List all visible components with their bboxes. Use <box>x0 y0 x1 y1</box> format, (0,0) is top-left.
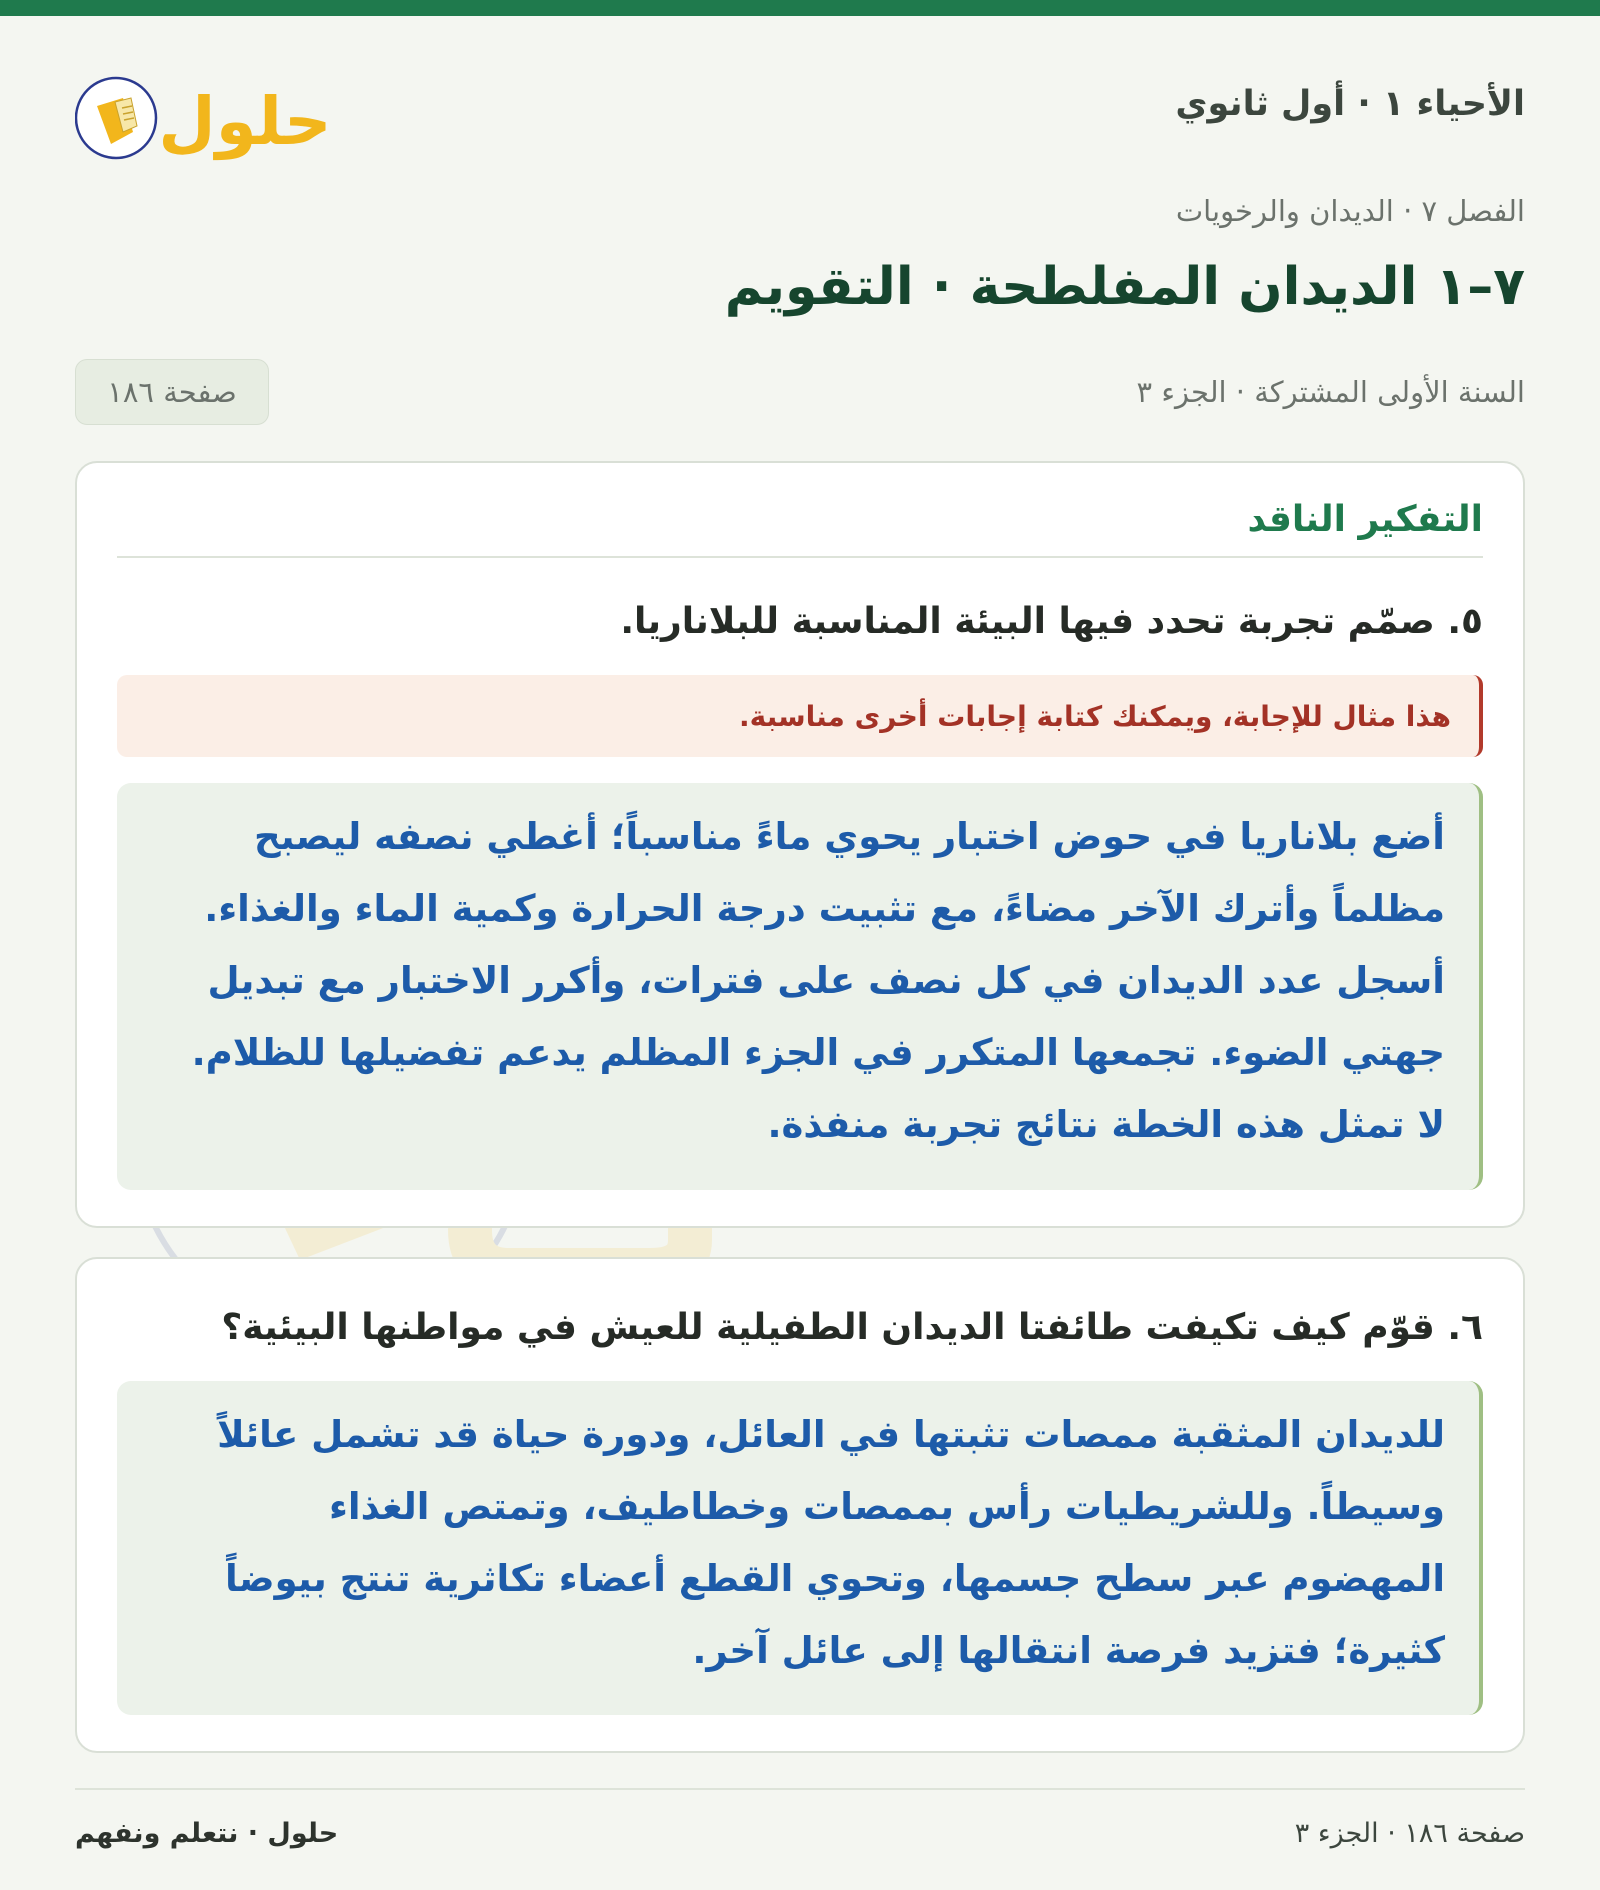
section-heading: التفكير الناقد <box>117 499 1483 558</box>
footer-brand[interactable]: حلول · نتعلم ونفهم <box>75 1818 339 1849</box>
answer-note <box>117 675 1483 757</box>
question-6: ٦. قوّم كيف تكيفت طائفتا الديدان الطفيلية للعيش في مواطنها البيئية؟ <box>221 1307 1483 1348</box>
footer-page-info: صفحة ١٨٦ · الجزء ٣ <box>1294 1818 1525 1849</box>
lesson-title: ٧–١ الديدان المفلطحة · التقويم <box>724 257 1525 317</box>
answer-line: كثيرة؛ فتزيد فرصة انتقالها إلى عائل آخر. <box>692 1629 1445 1672</box>
book-title: الأحياء ١ · أول ثانوي <box>1175 84 1525 124</box>
critical-thinking-card <box>75 461 1525 1228</box>
hulul-logo[interactable] <box>75 68 335 168</box>
question-5: ٥. صمّم تجربة تحدد فيها البيئة المناسبة للبلاناريا. <box>620 601 1483 642</box>
question-6-card <box>75 1257 1525 1753</box>
answer-line: مظلماً وأترك الآخر مضاءً، مع تثبيت درجة الحرارة وكمية الماء والغذاء. <box>204 887 1445 930</box>
page-header <box>75 16 1525 166</box>
page-badge: صفحة ١٨٦ <box>75 359 269 425</box>
answer-line: جهتي الضوء. تجمعها المتكرر في الجزء المظلم يدعم تفضيلها للظلام. <box>191 1031 1445 1074</box>
answer-line: وسيطاً. وللشريطيات رأس بممصات وخطاطيف، وتمتص الغذاء <box>329 1485 1445 1528</box>
answer-line: أضع بلاناريا في حوض اختبار يحوي ماءً مناسباً؛ أغطي نصفه ليصبح <box>254 815 1445 858</box>
answer-note-text: هذا مثال للإجابة، ويمكنك كتابة إجابات أخرى مناسبة. <box>739 699 1451 733</box>
top-accent-bar <box>0 0 1600 16</box>
footer-divider <box>75 1788 1525 1790</box>
answer-5 <box>117 783 1483 1190</box>
answer-line: للديدان المثقبة ممصات تثبتها في العائل، ودورة حياة قد تشمل عائلاً <box>217 1413 1445 1456</box>
answer-line: أسجل عدد الديدان في كل نصف على فترات، وأكرر الاختبار مع تبديل <box>207 959 1445 1002</box>
answer-line: لا تمثل هذه الخطة نتائج تجربة منفذة. <box>767 1103 1445 1146</box>
answer-6 <box>117 1381 1483 1715</box>
answer-line: المهضوم عبر سطح جسمها، وتحوي القطع أعضاء تكاثرية تنتج بيوضاً <box>224 1557 1445 1600</box>
logo-wordmark: حلول <box>158 83 332 160</box>
lesson-meta: السنة الأولى المشتركة · الجزء ٣ <box>1136 375 1525 409</box>
chapter-label: الفصل ٧ · الديدان والرخويات <box>1175 194 1525 228</box>
